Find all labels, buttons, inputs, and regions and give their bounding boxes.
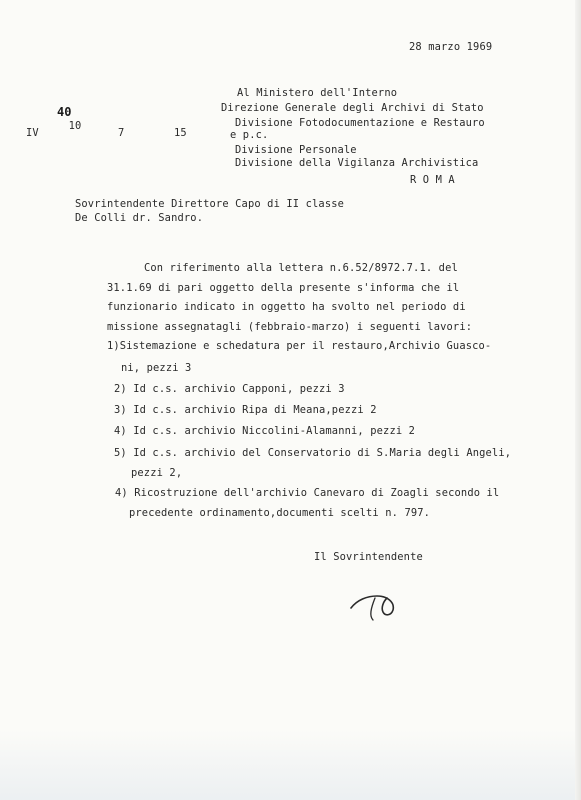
- list-item: 5) Id c.s. archivio del Conservatorio di S.Maria degli Angeli,: [114, 447, 512, 459]
- recipient-city: R O M A: [410, 174, 455, 186]
- paper-edge-right: [575, 0, 581, 800]
- list-item: 1)Sistemazione e schedatura per il restauro,Archivio Guasco-: [107, 340, 492, 352]
- subject-line-1: Sovrintendente Direttore Capo di II classe: [75, 198, 345, 210]
- recipient-divisione-personale: Divisione Personale: [235, 144, 357, 156]
- recipient-divisione-foto: Divisione Fotodocumentazione e Restauro: [235, 117, 485, 129]
- letter-date: 28 marzo 1969: [409, 41, 493, 53]
- body-line-3: funzionario indicato in oggetto ha svolto nel periodo di: [107, 301, 466, 313]
- list-item-continuation: ni, pezzi 3: [121, 362, 192, 374]
- body-line-2: 31.1.69 di pari oggetto della presente s'informa che il: [107, 282, 460, 294]
- recipient-divisione-vigilanza: Divisione della Vigilanza Archivistica: [235, 157, 479, 169]
- list-item: 2) Id c.s. archivio Capponi, pezzi 3: [114, 383, 345, 395]
- handwritten-signature: [347, 586, 407, 626]
- recipient-ep-c: e p.c.: [230, 129, 269, 141]
- body-line-1: Con riferimento alla lettera n.6.52/8972.7.1. del: [144, 262, 458, 274]
- protocol-class: 7: [118, 127, 125, 139]
- protocol-number-handwritten: 40: [57, 105, 72, 119]
- paper-shadow-bottom: [0, 730, 581, 800]
- protocol-title: IV: [26, 127, 39, 139]
- list-item-continuation: precedente ordinamento,documenti scelti n. 797.: [129, 507, 431, 519]
- list-item: 4) Ricostruzione dell'archivio Canevaro di Zoagli secondo il: [115, 487, 500, 499]
- protocol-number-typed: 10: [68, 120, 82, 132]
- recipient-ministry: Al Ministero dell'Interno: [237, 87, 398, 99]
- subject-line-2: De Colli dr. Sandro.: [75, 212, 204, 224]
- closing-signatory: Il Sovrintendente: [314, 551, 423, 563]
- list-item-continuation: pezzi 2,: [131, 467, 183, 479]
- list-item: 3) Id c.s. archivio Ripa di Meana,pezzi 2: [114, 404, 377, 416]
- list-item: 4) Id c.s. archivio Niccolini-Alamanni, pezzi 2: [114, 425, 416, 437]
- protocol-fascicle: 15: [174, 127, 187, 139]
- body-line-4: missione assegnatagli (febbraio-marzo) i seguenti lavori:: [107, 321, 473, 333]
- recipient-direzione: Direzione Generale degli Archivi di Stato: [221, 102, 484, 114]
